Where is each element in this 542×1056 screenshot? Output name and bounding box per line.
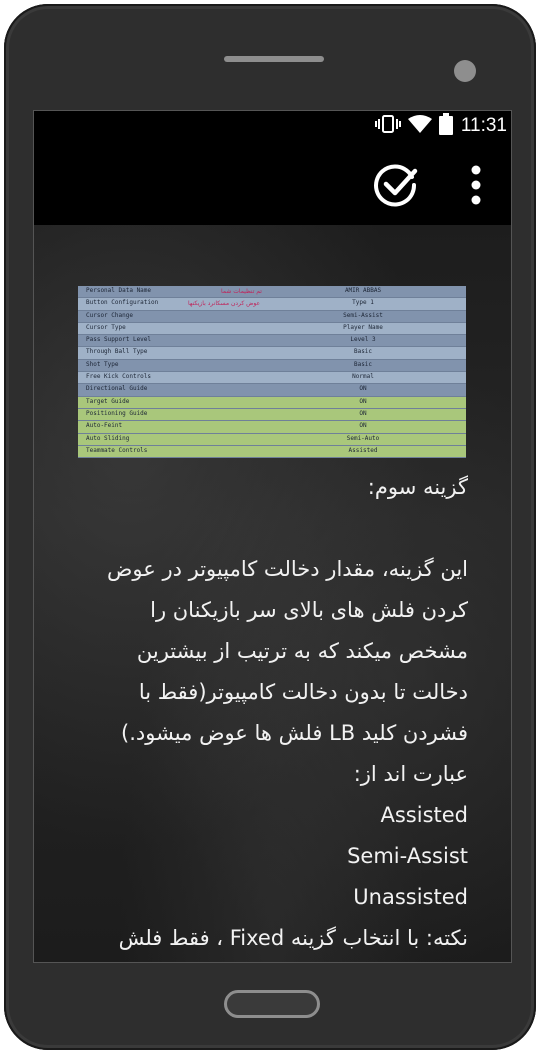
settings-row bbox=[78, 323, 466, 335]
check-button[interactable] bbox=[372, 161, 420, 209]
settings-row bbox=[78, 360, 466, 372]
settings-row-label: Target Guide bbox=[86, 397, 130, 405]
settings-row-value: Normal bbox=[352, 373, 374, 381]
more-options-button[interactable] bbox=[464, 161, 488, 209]
check-icon bbox=[372, 194, 420, 213]
settings-screenshot-image bbox=[78, 286, 466, 458]
settings-row bbox=[78, 372, 466, 384]
settings-row-label: Button Configuration bbox=[86, 299, 159, 307]
section-paragraph: این گزینه، مقدار دخالت کامپیوتر در عوض کردن فلش های بالای سر بازیکنان را مشخص میکند که به ترتیب از بیشترین دخالت تا بدون دخالت کامپیوتر(فقط با فشردن کلید LB فلش ها عوض میشود.) عبارت اند از: bbox=[107, 557, 468, 786]
section-heading: گزینه سوم: bbox=[367, 475, 468, 499]
option-unassisted: Unassisted bbox=[353, 885, 468, 909]
battery-icon bbox=[439, 113, 453, 139]
settings-row-value: Player Name bbox=[343, 323, 383, 331]
status-bar bbox=[34, 111, 511, 141]
settings-row-label: Pass Support Level bbox=[86, 336, 152, 344]
option-semi-assist: Semi-Assist bbox=[347, 844, 468, 868]
settings-row-value: Level 3 bbox=[350, 336, 376, 344]
settings-row-value: Basic bbox=[353, 360, 373, 368]
settings-row-value: Type 1 bbox=[352, 299, 374, 307]
settings-row-label: Personal Data Name bbox=[86, 287, 152, 294]
settings-row-value: Basic bbox=[353, 348, 373, 356]
settings-row-label: Directional Guide bbox=[86, 385, 148, 393]
settings-row-label: Auto-Feint bbox=[86, 422, 123, 430]
article-text bbox=[78, 467, 468, 959]
settings-row bbox=[78, 335, 466, 347]
settings-row-label: Teammate Controls bbox=[86, 446, 148, 454]
vibrate-icon bbox=[375, 114, 401, 138]
settings-row bbox=[78, 286, 466, 298]
settings-row-label: Cursor Type bbox=[86, 323, 126, 331]
settings-row-label: Cursor Change bbox=[86, 311, 133, 319]
article-content[interactable] bbox=[34, 225, 511, 962]
settings-row bbox=[78, 446, 466, 458]
status-time: 11:31 bbox=[460, 115, 507, 136]
settings-row bbox=[78, 311, 466, 323]
speaker-grille bbox=[224, 56, 324, 62]
overlay-caption-2: عوض کردن مسکانرد بازیکنها bbox=[188, 300, 261, 307]
settings-row bbox=[78, 421, 466, 433]
settings-row-label: Positioning Guide bbox=[86, 409, 148, 417]
phone-frame bbox=[4, 4, 536, 1050]
overlay-caption-1: تم تنظیمات شما bbox=[221, 288, 262, 295]
app-bar bbox=[34, 141, 511, 225]
settings-row-value: ON bbox=[359, 385, 367, 393]
settings-row-value: Assisted bbox=[348, 446, 378, 454]
settings-row-label: Auto Sliding bbox=[86, 434, 130, 442]
settings-row bbox=[78, 434, 466, 446]
settings-row-label: Shot Type bbox=[86, 360, 119, 368]
settings-row-value: ON bbox=[359, 422, 367, 430]
settings-row bbox=[78, 347, 466, 359]
option-assisted: Assisted bbox=[380, 803, 468, 827]
settings-row bbox=[78, 384, 466, 396]
more-vertical-icon bbox=[464, 194, 488, 213]
wifi-icon bbox=[407, 114, 433, 138]
front-camera bbox=[454, 60, 476, 82]
settings-row-value: Semi-Assist bbox=[343, 311, 383, 319]
note-text: نکته: با انتخاب گزینه Fixed ، فقط فلش bbox=[118, 926, 468, 950]
settings-row-value: Semi-Auto bbox=[346, 434, 380, 442]
settings-row-value: ON bbox=[359, 409, 367, 417]
settings-row bbox=[78, 409, 466, 421]
settings-row-label: Through Ball Type bbox=[86, 348, 148, 356]
settings-row-label: Free Kick Controls bbox=[86, 373, 152, 381]
home-button[interactable] bbox=[224, 990, 320, 1018]
screen bbox=[34, 111, 511, 962]
settings-row-value: AMIR ABBAS bbox=[344, 287, 382, 294]
settings-row-value: ON bbox=[359, 397, 367, 405]
settings-row bbox=[78, 397, 466, 409]
settings-row bbox=[78, 298, 466, 310]
